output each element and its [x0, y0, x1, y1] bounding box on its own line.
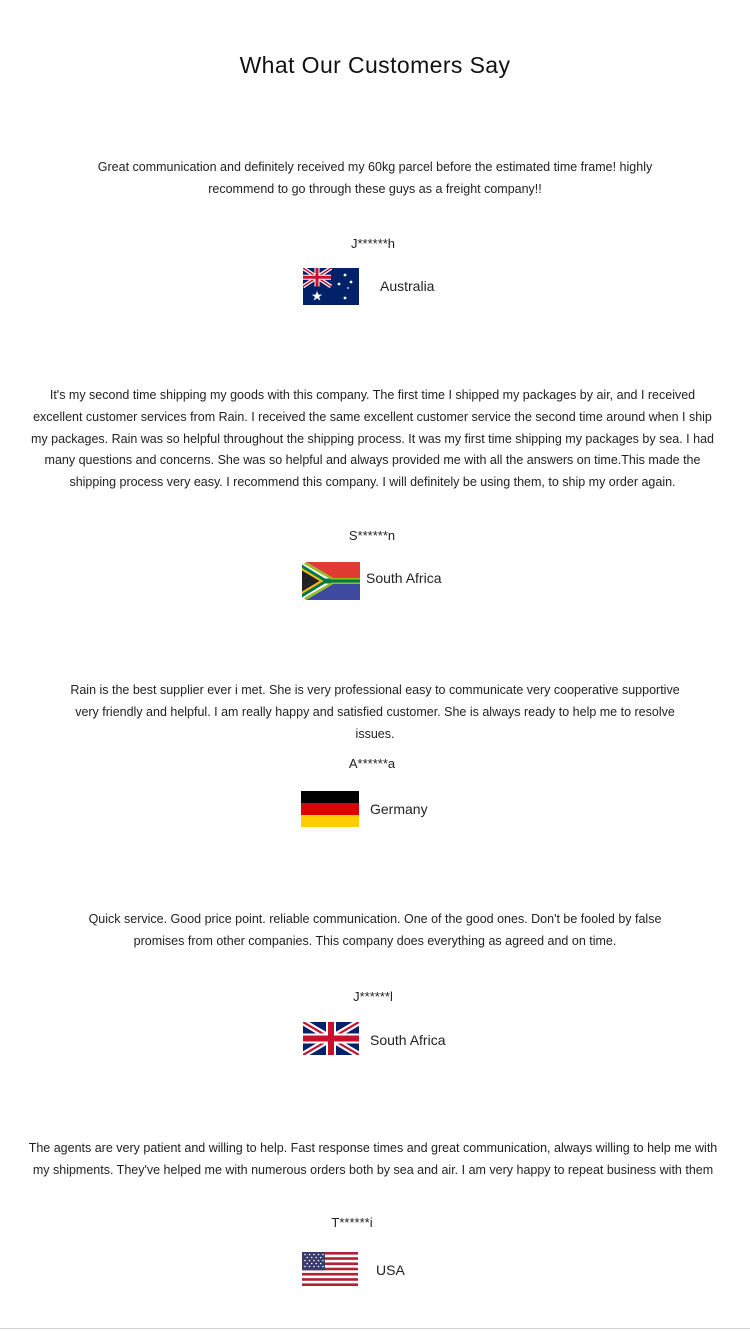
country-label: South Africa: [366, 570, 442, 586]
country-label: South Africa: [370, 1032, 446, 1048]
page-title: What Our Customers Say: [239, 52, 511, 78]
review-text: Rain is the best supplier ever i met. She is very professional easy to communicate very cooperative supportive very friendly and helpful. I am really happy and satisfied customer. She is always ready to help me to resolve issues.: [70, 683, 680, 741]
reviewer-name: T******i: [331, 1215, 373, 1230]
union-jack-flag-icon: [303, 1022, 359, 1055]
country-label: Germany: [370, 801, 428, 817]
usa-flag-icon: [302, 1252, 358, 1286]
australia-flag-icon: [303, 268, 359, 305]
reviewer-name: S******n: [348, 528, 396, 543]
bottom-divider: [0, 1328, 750, 1329]
country-label: USA: [376, 1262, 405, 1278]
review-text: It's my second time shipping my goods with this company. The first time I shipped my packages by air, and I received excellent customer services from Rain. I received the same excellent customer service the second time around when I ship my packages. Rain was so helpful throughout the shipping process. It was my first time shipping my packages by sea. I had many questions and concerns. She was so helpful and always provided me with all the answers on time.This made the shipping process very easy. I recommend this company. I will definitely be using them, to ship my order again.: [31, 388, 714, 490]
review-text: Great communication and definitely received my 60kg parcel before the estimated time frame! highly recommend to go through these guys as a freight company!!: [97, 160, 653, 196]
south-africa-flag-icon: [302, 562, 360, 600]
reviewer-name: J******l: [353, 989, 393, 1004]
germany-flag-icon: [301, 791, 359, 827]
review-text: Quick service. Good price point. reliable communication. One of the good ones. Don't be fooled by false promises from other companies. This company does everything as agreed and on time.: [88, 912, 662, 948]
country-label: Australia: [380, 278, 435, 294]
review-text: The agents are very patient and willing to help. Fast response times and great communication, always willing to help me with my shipments. They've helped me with numerous orders both by sea and air. I am very happy to repeat business with them: [28, 1141, 718, 1177]
reviewer-name: J******h: [350, 236, 396, 251]
reviewer-name: A******a: [348, 756, 396, 771]
